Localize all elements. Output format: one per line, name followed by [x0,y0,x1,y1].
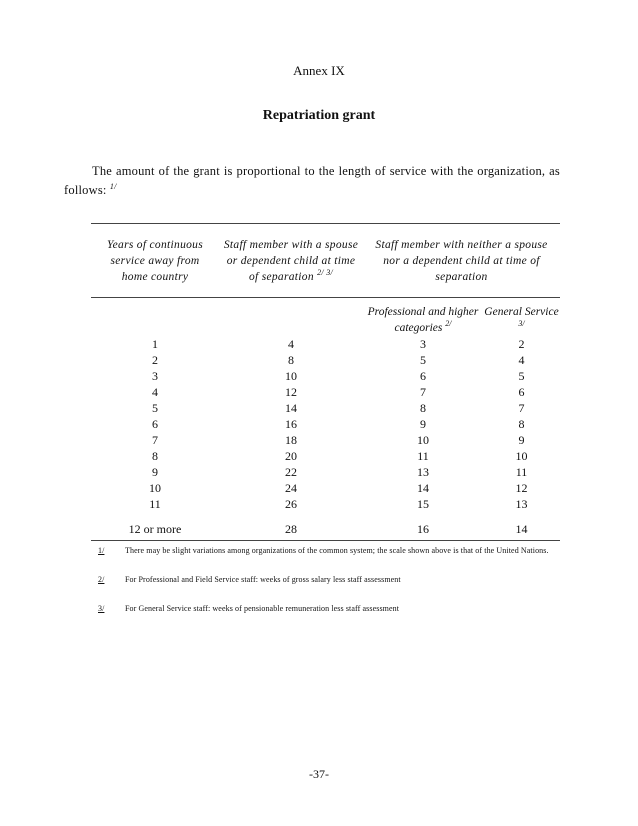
table-cell: 10 [417,433,429,447]
table-row [91,368,560,384]
table-cell: 2 [152,353,158,367]
table-cell: 9 [152,465,158,479]
sub-header-general-service: General Service $^{3/}$ [483,298,560,337]
intro-paragraph [64,162,560,200]
table-cell: 8 [420,401,426,415]
col-header-without-spouse: Staff member with neither a spouse nor a dependent child at time of separation [375,238,548,283]
table-cell: 12 [515,481,528,495]
table-cell: 11 [515,465,528,479]
table-cell: 5 [152,401,158,415]
table-cell: 9 [518,433,525,447]
footnote-ref: 1/ [109,181,117,191]
table-cell: 5 [518,369,525,383]
annex-label: Annex IX [293,63,345,78]
table-row [91,464,560,480]
table-row [91,512,560,541]
table-cell: 26 [285,497,297,511]
table-row [91,416,560,432]
table-row [91,352,560,368]
table-cell: 7 [420,385,426,399]
table-cell: 7 [518,401,525,415]
table-row [91,432,560,448]
table-row [91,448,560,464]
table-cell: 9 [420,417,426,431]
table-cell: 24 [285,481,297,495]
intro-text: The amount of the grant is proportional to the length of service with the organization, as follows: [64,164,560,197]
sub-header-empty-1 [91,298,219,337]
table-cell: 8 [518,417,525,431]
table-row [91,496,560,512]
table-cell: 10 [149,481,161,495]
table-cell: 3 [420,337,426,351]
table-cell: 3 [152,369,158,383]
table-cell: 12 or more [91,512,219,541]
table-row [91,400,560,416]
col-header-years: Years of continuous service away from home country [106,238,203,283]
table-cell: 16 [363,512,483,541]
repatriation-grant-table [91,223,560,541]
table-cell: 14 [417,481,429,495]
table-cell: 10 [515,449,528,463]
table-cell: 4 [518,353,525,367]
table-cell: 20 [285,449,297,463]
page-title: Repatriation grant [262,108,376,123]
page-number: -37- [309,767,329,781]
table-cell: 22 [285,465,297,479]
table-cell: 2 [518,337,525,351]
table-cell: 14 [285,401,297,415]
table-cell: 7 [152,433,158,447]
table-row [91,384,560,400]
table-cell: 6 [518,385,525,399]
table-cell: 13 [515,497,528,511]
table-cell: 6 [420,369,426,383]
table-cell: 6 [152,417,158,431]
table-cell: 4 [288,337,294,351]
table-row [91,480,560,496]
table-cell: 18 [285,433,297,447]
table-cell: 13 [417,465,429,479]
table-cell: 8 [288,353,294,367]
table-cell: 10 [285,369,297,383]
table-cell: 11 [417,449,429,463]
table-cell: 16 [285,417,297,431]
table-cell: 11 [149,497,161,511]
sub-header-empty-2 [219,298,363,337]
table-cell: 4 [152,385,158,399]
table-cell: 12 [285,385,297,399]
col-header-with-spouse: Staff member with a spouse or dependent child at time of separation $^{2/ 3/}$ [223,238,359,283]
table-cell: 5 [420,353,426,367]
sub-header-professional: Professional and higher categories $^{2/}$ [363,298,483,337]
table-cell: 14 [483,512,560,541]
table-cell: 28 [219,512,363,541]
table-cell: 1 [152,337,158,351]
table-cell: 15 [417,497,429,511]
table-cell: 8 [152,449,158,463]
table-body [91,336,560,541]
table-row [91,336,560,352]
